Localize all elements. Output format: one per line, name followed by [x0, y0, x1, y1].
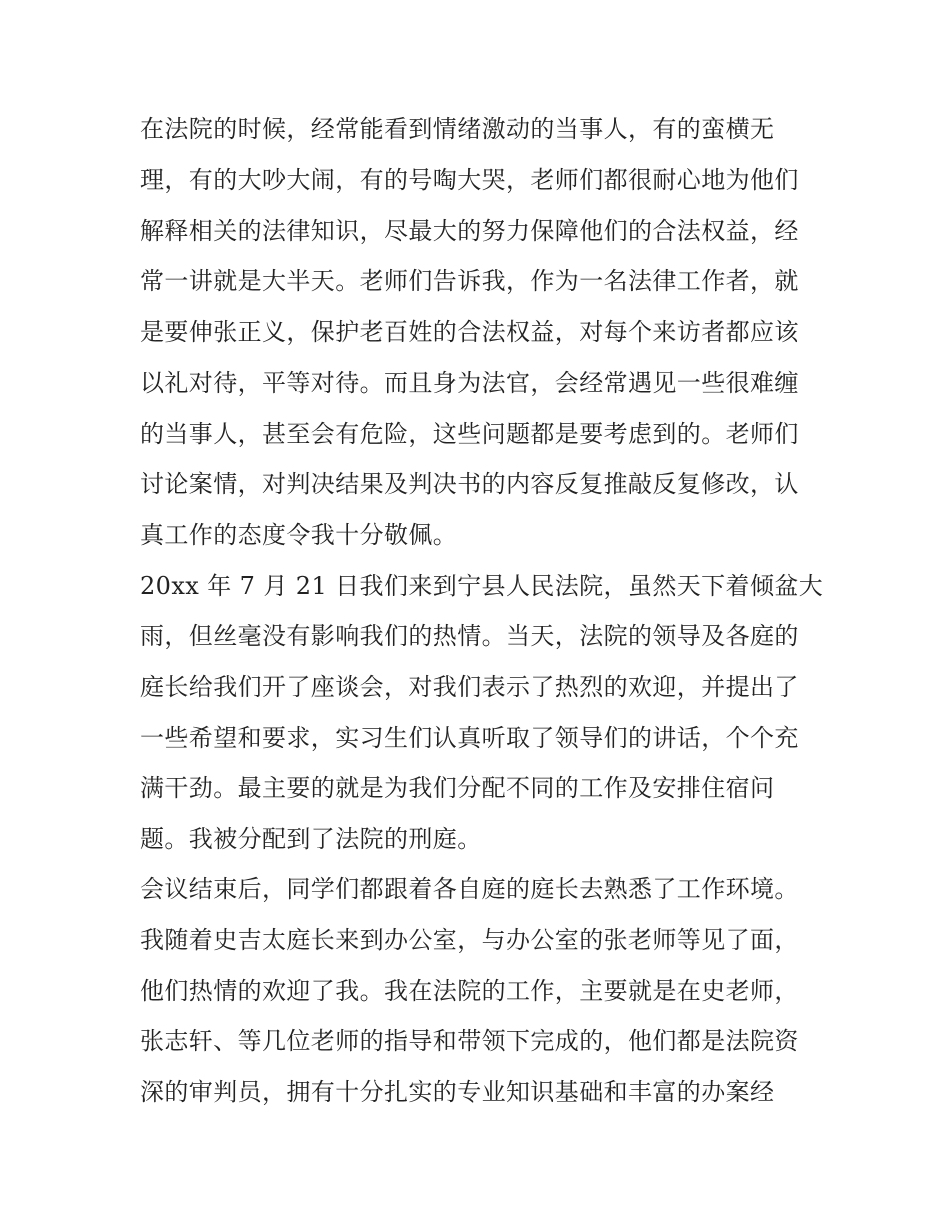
- text-line: 深的审判员，拥有十分扎实的专业知识基础和丰富的办案经: [140, 1078, 775, 1106]
- text-line: 他们热情的欢迎了我。我在法院的工作，主要就是在史老师，: [140, 977, 799, 1005]
- text-line: 满干劲。最主要的就是为我们分配不同的工作及安排住宿问: [140, 774, 775, 802]
- text-line: 我随着史吉太庭长来到办公室，与办公室的张老师等见了面，: [140, 926, 799, 954]
- text-line: 的当事人，甚至会有危险，这些问题都是要考虑到的。老师们: [140, 420, 799, 448]
- text-line: 在法院的时候，经常能看到情绪激动的当事人，有的蛮横无: [140, 115, 775, 143]
- text-line: 解释相关的法律知识，尽最大的努力保障他们的合法权益，经: [140, 217, 799, 245]
- text-line: 雨，但丝毫没有影响我们的热情。当天，法院的领导及各庭的: [140, 622, 799, 650]
- text-line: 以礼对待，平等对待。而且身为法官，会经常遇见一些很难缠: [140, 369, 799, 397]
- text-line: 讨论案情，对判决结果及判决书的内容反复推敲反复修改，认: [140, 470, 799, 498]
- text-line: 一些希望和要求，实习生们认真听取了领导们的讲话，个个充: [140, 724, 799, 752]
- text-line: 是要伸张正义，保护老百姓的合法权益，对每个来访者都应该: [140, 318, 799, 346]
- text-line: 真工作的态度令我十分敬佩。: [140, 521, 458, 549]
- text-line: 常一讲就是大半天。老师们告诉我，作为一名法律工作者，就: [140, 267, 799, 295]
- text-line: 庭长给我们开了座谈会，对我们表示了热烈的欢迎，并提出了: [140, 673, 799, 701]
- text-line: 张志轩、等几位老师的指导和带领下完成的，他们都是法院资: [140, 1027, 799, 1055]
- text-line: 20xx 年 7 月 21 日我们来到宁县人民法院，虽然天下着倾盆大: [140, 572, 824, 600]
- text-line: 题。我被分配到了法院的刑庭。: [140, 825, 482, 853]
- text-line: 理，有的大吵大闹，有的号啕大哭，老师们都很耐心地为他们: [140, 166, 799, 194]
- text-line: 会议结束后，同学们都跟着各自庭的庭长去熟悉了工作环境。: [140, 875, 799, 903]
